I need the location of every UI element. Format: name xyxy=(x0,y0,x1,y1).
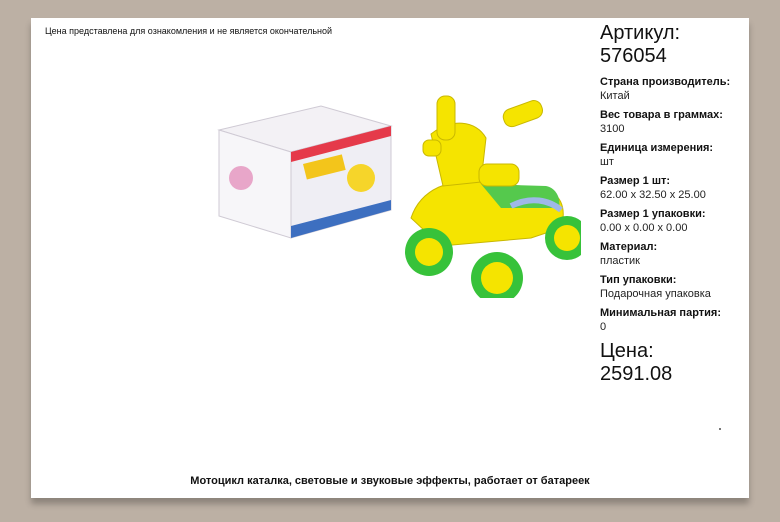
price-label: Цена: xyxy=(600,340,654,362)
spec-item-size xyxy=(600,174,745,202)
spec-name: Минимальная партия: xyxy=(600,307,721,319)
spec-value: пластик xyxy=(600,255,640,267)
spec-name: Вес товара в граммах: xyxy=(600,109,723,121)
spec-value: 62.00 x 32.50 x 25.00 xyxy=(600,189,706,201)
spec-name: Материал: xyxy=(600,241,658,253)
spec-value: Подарочная упаковка xyxy=(600,288,711,300)
spec-package-type xyxy=(600,273,745,301)
spec-material xyxy=(600,240,745,268)
article-value: 576054 xyxy=(600,45,667,67)
spec-name: Страна производитель: xyxy=(600,76,731,88)
spec-name: Тип упаковки: xyxy=(600,274,677,286)
spec-weight xyxy=(600,108,745,136)
ride-on-motorcycle-illustration xyxy=(405,96,581,298)
price-disclaimer: Цена представлена для ознакомления и не является окончательной xyxy=(45,26,333,36)
spec-package-size xyxy=(600,207,745,235)
spec-value: 3100 xyxy=(600,123,625,135)
spec-name: Единица измерения: xyxy=(600,142,714,154)
decorative-dot xyxy=(719,428,721,430)
spec-unit xyxy=(600,141,745,169)
product-box-illustration xyxy=(219,106,391,238)
spec-value: 0.00 x 0.00 x 0.00 xyxy=(600,222,688,234)
price-block xyxy=(600,340,672,386)
spec-value: 0 xyxy=(600,321,607,333)
spec-min-order xyxy=(600,306,745,334)
price-value: 2591.08 xyxy=(600,363,673,385)
spec-name: Размер 1 упаковки: xyxy=(600,208,706,220)
product-card xyxy=(31,18,749,498)
article-block xyxy=(600,22,680,68)
spec-value: шт xyxy=(600,156,614,168)
product-caption: Мотоцикл каталка, световые и звуковые эффекты, работает от батареек xyxy=(190,475,590,487)
spec-country xyxy=(600,75,745,103)
spec-name: Размер 1 шт: xyxy=(600,175,671,187)
article-label: Артикул: xyxy=(600,22,681,44)
spec-value: Китай xyxy=(600,90,630,102)
product-image xyxy=(211,78,581,298)
specs-list xyxy=(600,75,745,339)
